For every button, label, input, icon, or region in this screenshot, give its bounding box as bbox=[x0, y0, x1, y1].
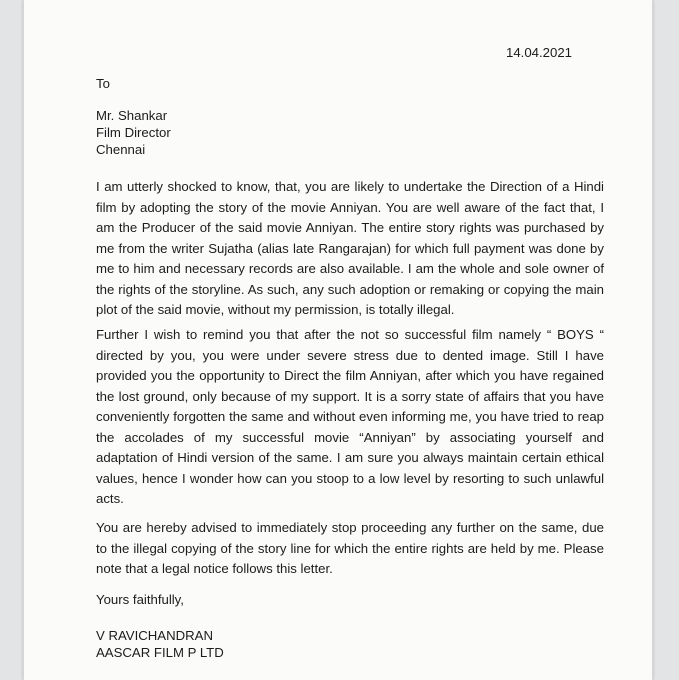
recipient-address bbox=[96, 107, 171, 158]
sender-company: AASCAR FILM P LTD bbox=[96, 645, 224, 660]
recipient-title: Film Director bbox=[96, 125, 171, 140]
sender-name: V RAVICHANDRAN bbox=[96, 628, 213, 643]
body-paragraph-2: Further I wish to remind you that after the not so successful film namely “ BOYS “ directed by you, you were under severe stress due to dented image. Still I have provided you the opportunity to Direct the film Anniyan, after which you have regained the lost ground, only because of my support. It is a sorry state of affairs that you have conveniently forgotten the same and without even informing me, you have tried to reap the accolades of my successful movie “Anniyan” by associating yourself and adaptation of Hindi version of the same. I am sure you always maintain certain ethical values, hence I wonder how can you stoop to a low level by resorting to such unlawful acts. bbox=[96, 327, 604, 506]
letter-date: 14.04.2021 bbox=[506, 45, 573, 60]
page-border-left bbox=[23, 0, 24, 680]
recipient-name: Mr. Shankar bbox=[96, 108, 168, 123]
body-paragraph-3: You are hereby advised to immediately stop proceeding any further on the same, due to the illegal copying of the story line for which the entire rights are held by me. Please note that a legal notice follows this letter. bbox=[96, 520, 604, 576]
page-border-right bbox=[652, 0, 653, 680]
recipient-city: Chennai bbox=[96, 142, 146, 157]
salutation-to: To bbox=[96, 76, 110, 91]
signature-block bbox=[96, 627, 224, 661]
closing-line: Yours faithfully, bbox=[96, 592, 184, 607]
body-paragraph-1: I am utterly shocked to know, that, you are likely to undertake the Direction of a Hindi film by adopting the story of the movie Anniyan. You are well aware of the fact that, I am the Producer of the said movie Anniyan. The entire story rights was purchased by me from the writer Sujatha (alias late Rangarajan) for which full payment was done by me to him and necessary records are also available. I am the whole and sole owner of the rights of the storyline. As such, any such adoption or remaking or copying the main plot of the said movie, without my permission, is totally illegal. bbox=[96, 179, 604, 317]
letter-page bbox=[23, 0, 653, 680]
